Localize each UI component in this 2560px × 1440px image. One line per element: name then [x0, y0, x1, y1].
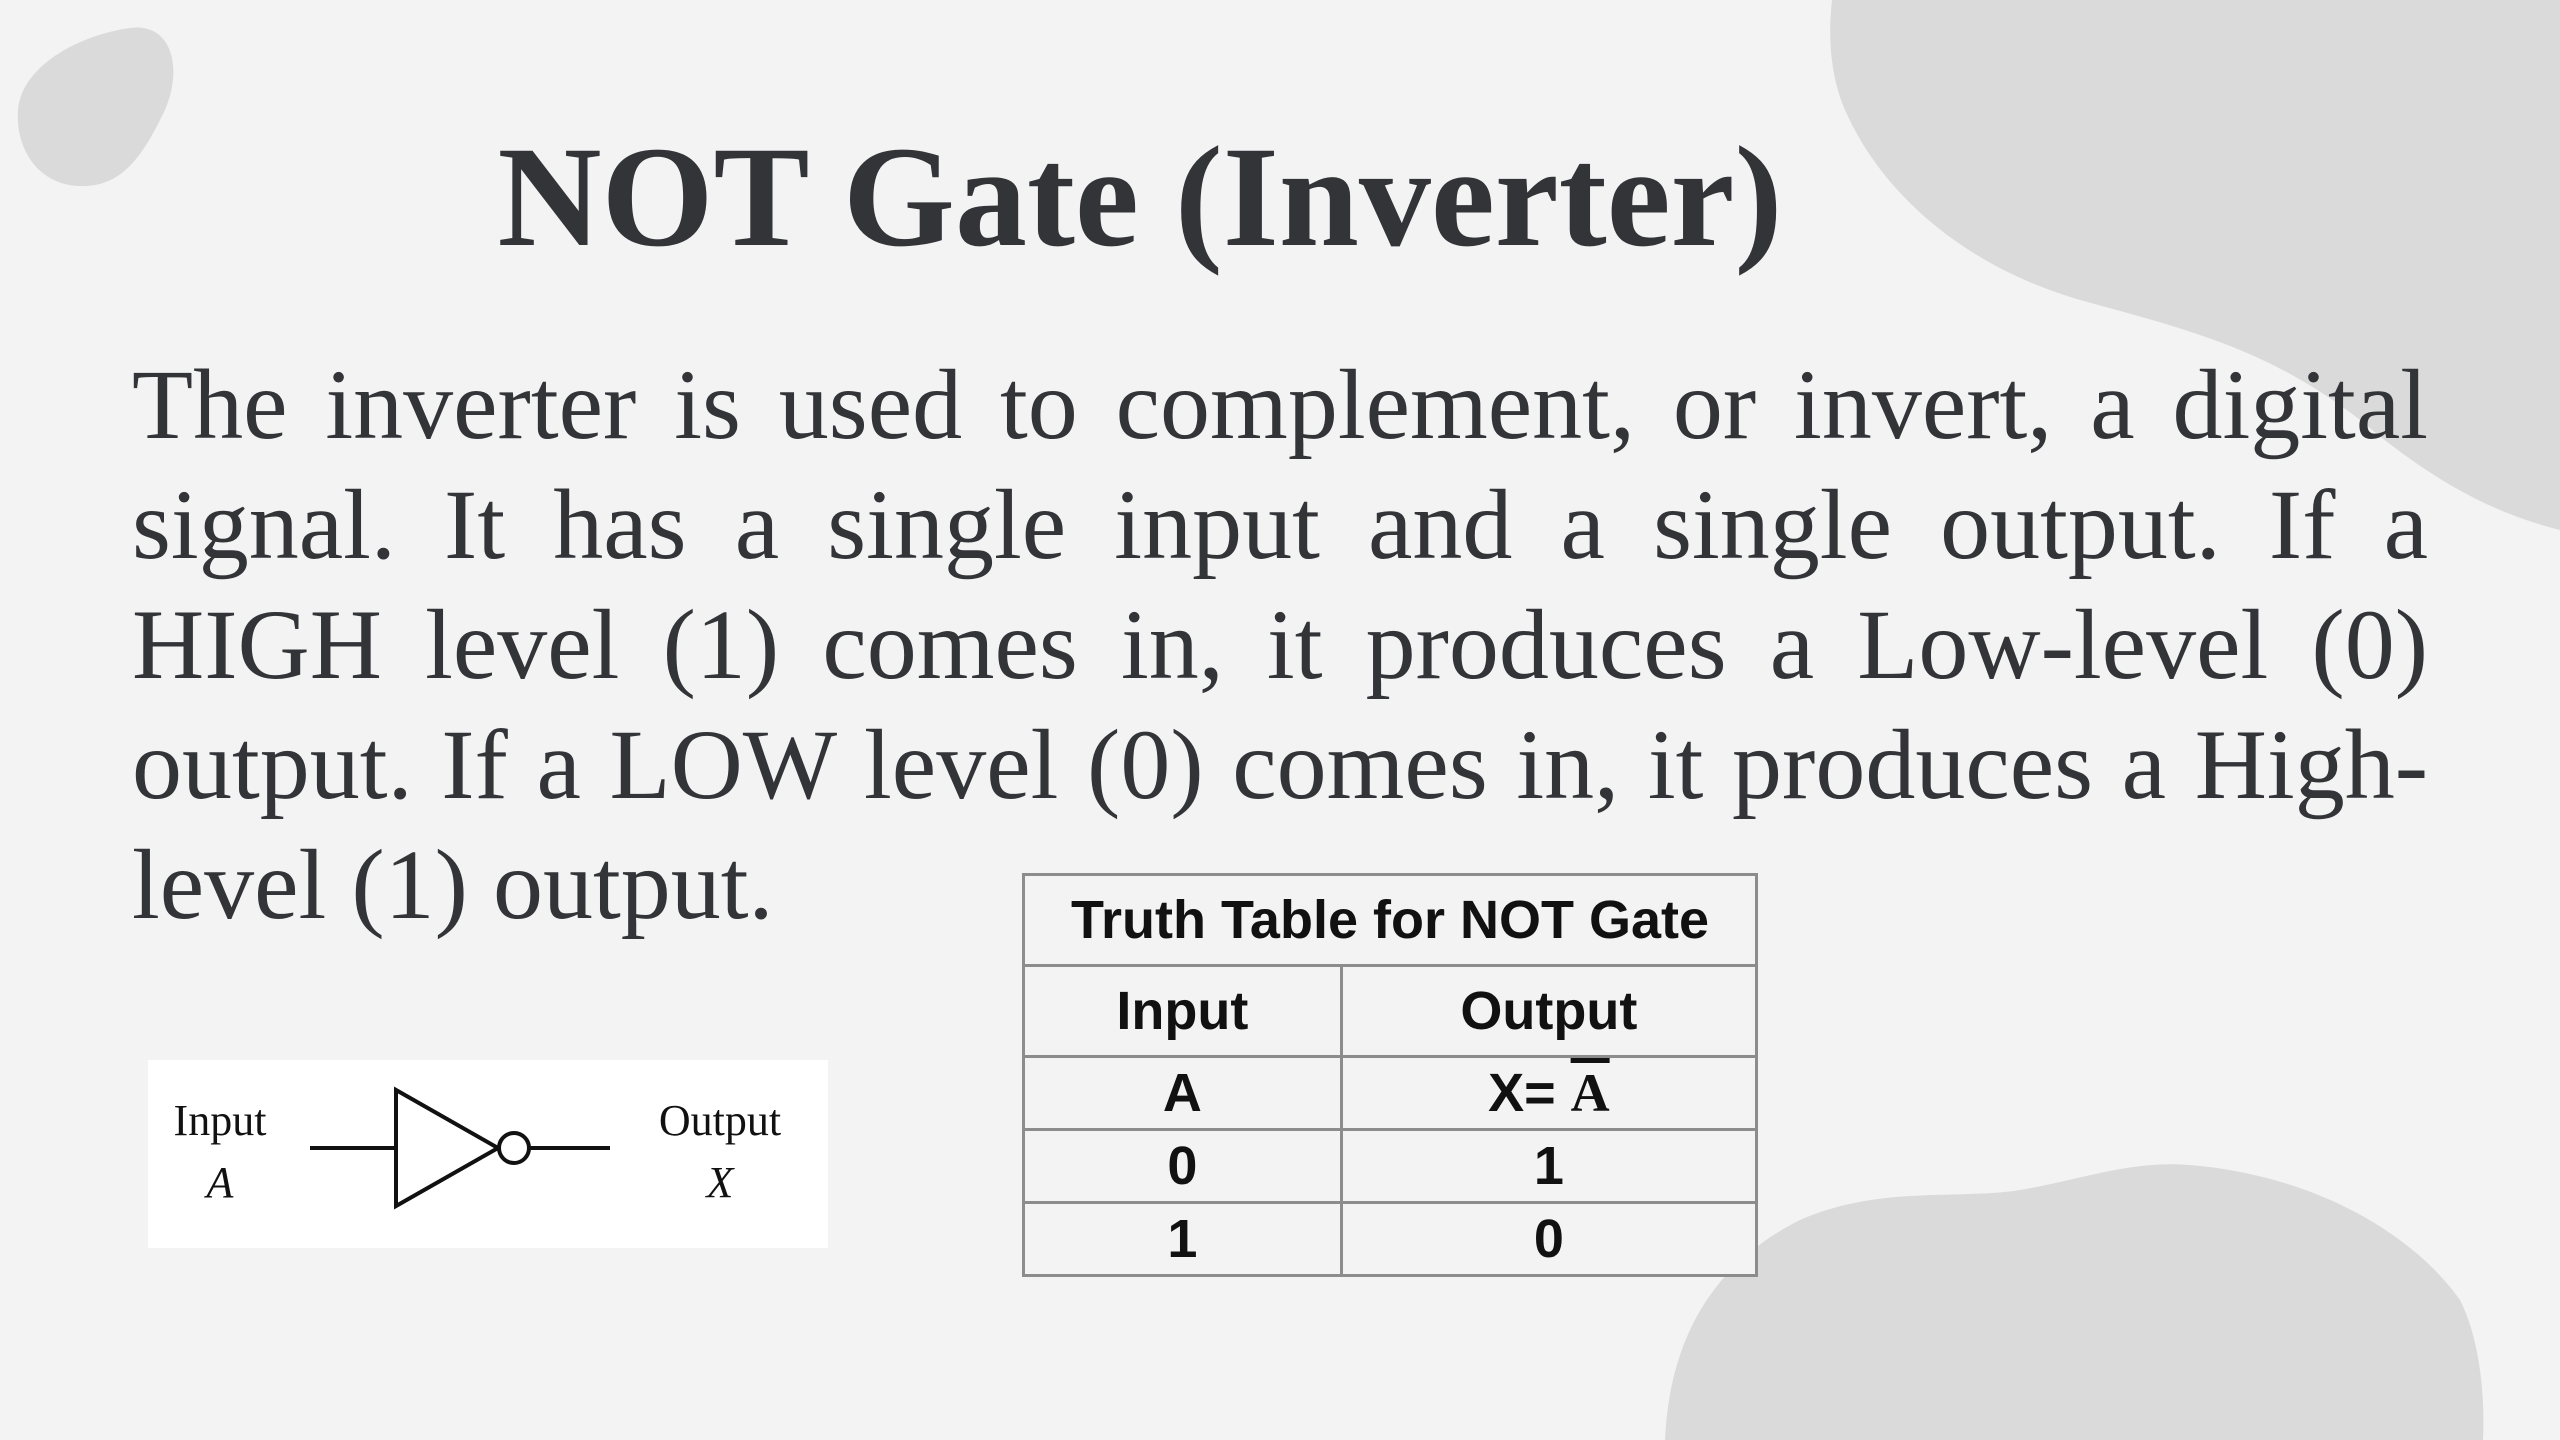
table-cell: 1: [1024, 1203, 1342, 1276]
truth-table: [1022, 873, 1758, 1277]
input-variable: A: [1024, 1057, 1342, 1130]
table-cell: 0: [1341, 1203, 1756, 1276]
diagram-input-var: A: [206, 1158, 234, 1207]
table-cell: 1: [1341, 1130, 1756, 1203]
output-expression: [1341, 1057, 1756, 1130]
inversion-bubble-icon: [499, 1133, 529, 1163]
not-gate-diagram: [148, 1060, 828, 1248]
header-input: Input: [1024, 966, 1342, 1057]
blob-bottom-right: [1665, 1164, 2483, 1440]
diagram-output-label: Output: [658, 1096, 782, 1145]
header-output: Output: [1341, 966, 1756, 1057]
diagram-input-label: Input: [173, 1096, 267, 1145]
output-expression-complement: $\overline{A}$: [1570, 1063, 1610, 1123]
page-title: NOT Gate (Inverter): [497, 118, 1783, 277]
output-expression-prefix: X=: [1488, 1063, 1571, 1123]
body-paragraph: The inverter is used to complement, or invert, a digital signal. It has a single input and a single output. If a HIGH level (1) comes in, it produces a Low-level (0) output. If a LOW level (0) comes in, it produces a High-level (1) output.: [132, 349, 2428, 940]
diagram-output-var: X: [706, 1158, 734, 1207]
table-cell: 0: [1024, 1130, 1342, 1203]
buffer-triangle-icon: [396, 1090, 498, 1206]
truth-table-caption: Truth Table for NOT Gate: [1024, 875, 1757, 966]
